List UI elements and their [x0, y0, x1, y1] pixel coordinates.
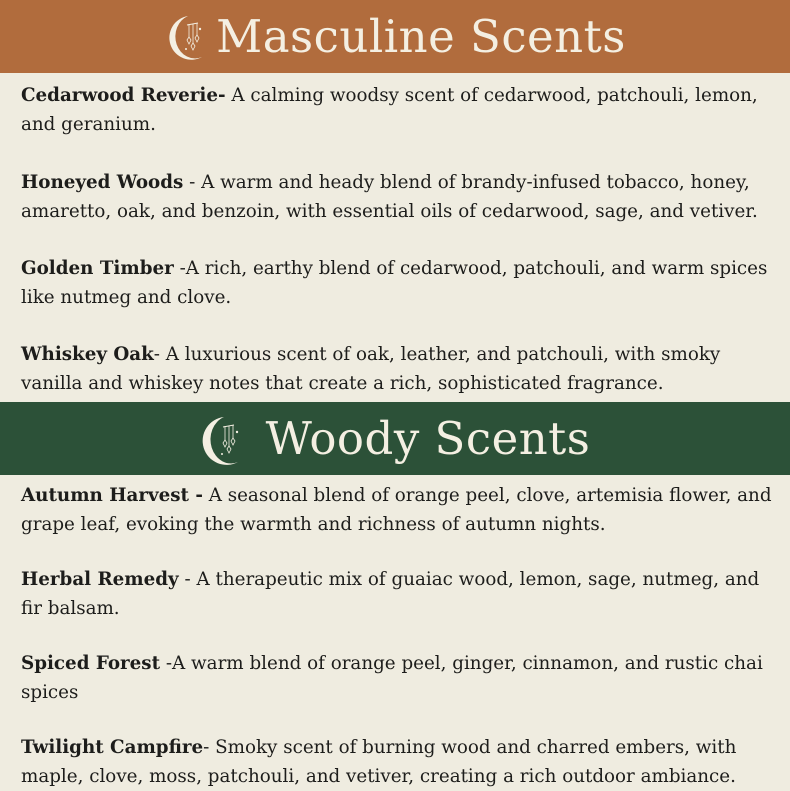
section-title-masculine: Masculine Scents: [216, 10, 626, 63]
scent-description: - A therapeutic mix of guaiac wood, lemon, sage, nutmeg, and fir balsam.: [21, 569, 760, 619]
woody-scents-banner: [0, 402, 790, 475]
scent-name: Twilight Campfire: [21, 737, 204, 758]
scent-description: A calming woodsy scent of cedarwood, patchouli, lemon, and geranium.: [21, 85, 758, 135]
masculine-scents-banner: [0, 0, 790, 73]
scent-name: Golden Timber: [21, 258, 174, 279]
scent-description: -A rich, earthy blend of cedarwood, patchouli, and warm spices like nutmeg and clove.: [21, 258, 768, 308]
scent-description: A seasonal blend of orange peel, clove, artemisia flower, and grape leaf, evoking the warmth and richness of autumn nights.: [21, 485, 772, 535]
scent-entry-herbal-remedy: [21, 565, 773, 623]
scent-entry-golden-timber: [21, 254, 773, 312]
scent-name: Spiced Forest: [21, 653, 161, 674]
scent-description: -A warm blend of orange peel, ginger, cinnamon, and rustic chai spices: [21, 653, 763, 703]
scent-name: Autumn Harvest -: [21, 485, 203, 506]
scent-name: Honeyed Woods: [21, 172, 184, 193]
scent-name: Herbal Remedy: [21, 569, 179, 590]
scent-entry-cedarwood-reverie: [21, 81, 773, 139]
scent-name: Cedarwood Reverie-: [21, 85, 226, 106]
scent-entry-spiced-forest: [21, 649, 773, 707]
section-title-woody: Woody Scents: [265, 412, 591, 465]
crescent-moon-icon: [200, 414, 244, 468]
scent-description: - A warm and heady blend of brandy-infused tobacco, honey, amaretto, oak, and benzoin, with essential oils of cedarwood, sage, and vetiver.: [21, 172, 758, 222]
crescent-moon-icon: [164, 13, 208, 63]
scent-entry-whiskey-oak: [21, 340, 773, 398]
scent-description: - A luxurious scent of oak, leather, and patchouli, with smoky vanilla and whiskey notes that create a rich, sophisticated fragrance.: [21, 344, 721, 394]
scent-entry-twilight-campfire: [21, 733, 773, 791]
scent-description: - Smoky scent of burning wood and charred embers, with maple, clove, moss, patchouli, and vetiver, creating a rich outdoor ambiance.: [21, 737, 737, 787]
scent-entry-honeyed-woods: [21, 168, 773, 226]
scent-entry-autumn-harvest: [21, 481, 773, 539]
scent-name: Whiskey Oak: [21, 344, 154, 365]
